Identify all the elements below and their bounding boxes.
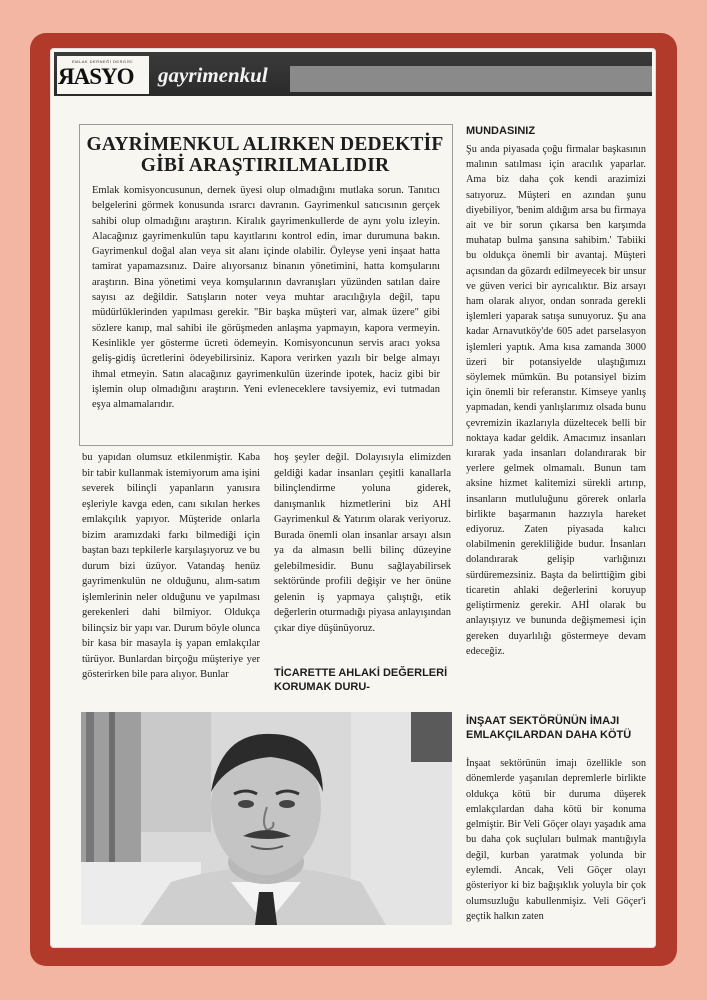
body-column-4: İnşaat sektörünün imajı özellikle son dönemlerde yaşanılan depremlerle birlikte oldukça kötü bir duruma düşerek emlakçılardan daha kötü bir konuma gelmiştir. Bir Veli Göçer olayı yaşadık ama bu daha çok suçluları bulmak mantığıyla değil, kurban yaratmak yolunda bir eylemdi. Ancak, Veli Göçer olayı gösteriyor ki biz bağışıklık yoluyla bir çok olumsuzluğu kabullenmişiz. Veli Göçer'i geçtik halkın zaten	[466, 758, 646, 922]
body-column-3: Şu anda piyasada çoğu firmalar başkasının malının satılması için aracılık yaparlar. Ama biz daha çok kendi arazimizi satıyoruz. Müşteri en azından şunu diyebiliyor, 'benim aldığım arsa bu firmaya ait ve bir sorun çıkarsa ben karşımda muhatap bulma şansına sahibim.' Tabiiki bu oldukça önemli bir avantaj. Müşteri açısından da gözardı edilmeyecek bir unsur ve güven verici bir ayrıcalıktır. Biz arsayı ham olarak alıyor, ondan sonrada gerekli işlemleri yaparak satışa sunuyoruz. Şu ana kadar Arnavutköy'de 605 adet parselasyon işlemleri yaptık. Ama kısa zamanda 3000 üzeri bir potansiyelde ulaştığımızı söylemek mümkün. Bu potansiyel bizim için önemli bir referanstır. Kimseye yanlış yapmadan, kendi yanlışlarımız olsada bunu çevremizin ikazlarıyla düzeltecek belli bir noktaya kadar geldik. Amacımız insanları kırarak yada insanları dolandırarak bir yerlere gelmek olmamalı. Bunun tam aksine hizmet kalitemizi sürekli artırıp, insanların mutluluğunu görerek onlarla birlikte başarmanın hazzıyla hareket ediyoruz. Zaten piyasada kalıcı olabilmenin gerekliliğide budur. İnsanları dolandırarak gelişip varlığınızı sürdüremezsiniz. Başta da belirttiğim gibi ticaretin ahlaki değerlerini koruyup geliştirmeniz gerekir. AHİ olarak bu anlayışıyız ve bununda değişmemesi için gereken duyarlılığı göstermeye devam edeceğiz.	[466, 144, 646, 657]
body-column-1: bu yapıdan olumsuz etkilenmiştir. Kaba bir tabir kullanmak istemiyorum ama işini severek bilinçli yapanların yanısıra eşleriyle kavga eden, canı sıkılan herkes emlakçılık yapıyor. Müşteride onlarla bizim aramızdaki farkı bilmediği için baştan bazı tepkilerle karşılaşıyoruz ve bu durum bizi üzüyor. Vatandaş henüz gayrimenkulün ne olduğunu, alım-satım işlemlerinin neler olduğunu ve yapılması gerekenleri dahi bilmiyor. Oldukça bilinçsiz bir yapı var. Durum böyle olunca bir kasa bir masayla iş yapan emlakçılar türüyor. Bunlardan birçoğu müşteriye yer gösterirken bile para alıyor. Bunlar	[82, 452, 260, 680]
logo-tagline: EMLAK DERNEĞİ DERGİSİ	[72, 59, 133, 64]
subheading-construction: İNŞAAT SEKTÖRÜNÜN İMAJI EMLAKÇILARDAN DAHA KÖTÜ	[466, 715, 632, 741]
header-band	[290, 66, 652, 92]
subheading-continued: MUNDASINIZ	[466, 125, 536, 137]
portrait-photo	[81, 712, 452, 925]
body-column-2: hoş şeyler değil. Dolayısıyla elimizden geldiği kadar insanları çeşitli kanallarla bilinçlendirme yoluna giderek, danışmanlık hizmetlerini biz AHİ Gayrimenkul & Yatırım olarak veriyoruz. Burada önemli olan insanlar arsayı alsın ya da almasın belli bilinç düzeyine gelebilmesidir. Bunu sağlayabilirsek sektöründe profili değişir ve her önüne gelenin iş yapmaya çalıştığı, etik değerlerin oturmadığı piyasa anlayışından çıkar diye düşünüyoruz.	[274, 452, 451, 634]
magazine-logo: ЯASYO	[58, 64, 134, 89]
subheading-ethics: TİCARETTE AHLAKİ DEĞERLERİ KORUMAK DURU-	[274, 667, 448, 693]
section-title: gayrimenkul	[158, 63, 268, 87]
portrait-image	[81, 712, 452, 925]
article-title: GAYRİMENKUL ALIRKEN DEDEKTİF GİBİ ARAŞTIRILMALIDIR	[86, 134, 444, 176]
intro-paragraph: Emlak komisyoncusunun, dernek üyesi olup olmadığını mutlaka sorun. Tanıtıcı belgelerini görmek konusunda ısrarcı davranın. Gayrimenkul satıcısının gerçek sahibi olup olmadığını araştırın. Kiralık gayrimenkullerde de aynı yolu izleyin. Alacağınız gayrimenkulün tapu kayıtlarını kontrol edin, imar durumuna bakın. Gayrimenkul doğal alan veya sit alanı içinde olabilir. Öyleyse yeni inşaat hatta tamirat yapamazsınız. Daire alıyorsanız binanın yönetimini, hatta komşularını araştırın. Bina yönetimi veya komşularının davranışları yüzünden satılan daire sayısı az değildir. Satışların noter veya muhtar aracılığıyla değil, tapu müdürlüklerinden yapılması gerekir. "Bir başka müşteri var, almak üzere" gibi sözlere kanıp, mal sahibi ile görüşmeden anlaşma yapmayın, kapora vermeyin. Kesinlikle yer gösterme ücreti ödemeyin. Komisyoncunun servis aracı yoksa geliş-gidiş ücretlerini ödeyebilirsiniz. Kapora verirken yazılı bir belge almayı ihmal etmeyin. Satın alacağınız gayrimenkulün üzerinde ipotek, haciz gibi bir işlemin olup olmadığını araştırın. Yeni evleneceklere tavsiyemiz, evi tutmadan eşya almamalarıdır.	[92, 185, 440, 411]
